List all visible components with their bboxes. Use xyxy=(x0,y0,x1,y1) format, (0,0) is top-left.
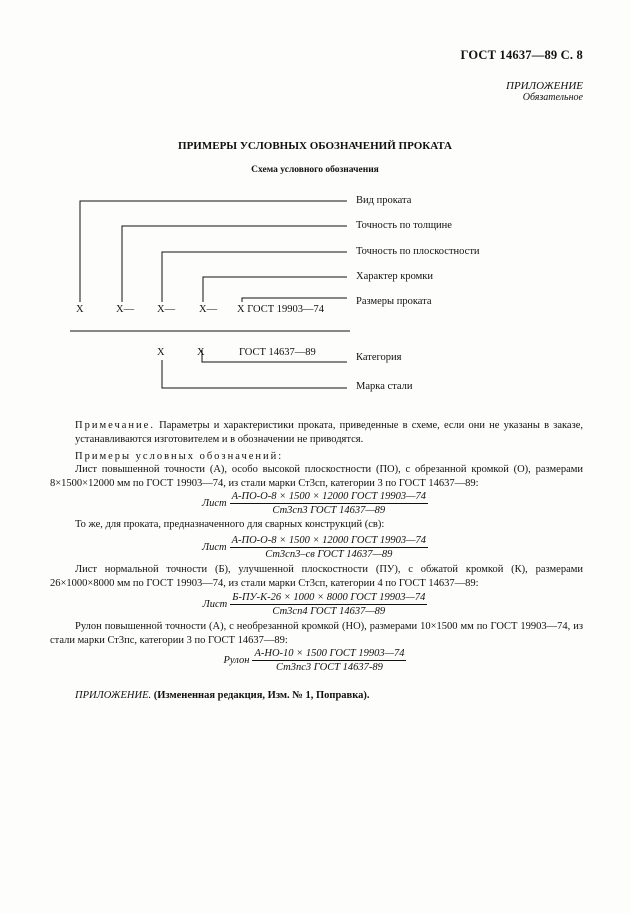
leader-marka xyxy=(162,360,347,388)
example-1-denominator: Ст3сп3 ГОСТ 14637—89 xyxy=(272,505,386,516)
scheme-row2-gost: ГОСТ 14637—89 xyxy=(239,347,316,358)
label-marka: Марка стали xyxy=(356,381,413,392)
example-1-prefix: Лист xyxy=(201,498,227,509)
appendix-status: Обязательное xyxy=(522,92,583,103)
example-2-prefix: Лист xyxy=(201,542,227,553)
label-vid: Вид проката xyxy=(356,195,412,206)
footer-label: ПРИЛОЖЕНИЕ. xyxy=(75,690,152,701)
example-4-numerator: А-НО-10 × 1500 ГОСТ 19903—74 xyxy=(254,648,405,659)
note-text: Параметры и характеристики проката, приведенные в схеме, если они не указаны в заказе, устанавливаются изготовителем и в обозначении не приводятся. xyxy=(75,420,584,445)
label-kategoria: Категория xyxy=(356,352,402,363)
appendix-title: ПРИЛОЖЕНИЕ xyxy=(506,80,583,92)
example-4-formula xyxy=(0,648,630,673)
note-paragraph xyxy=(75,419,583,446)
scheme-x1: X xyxy=(76,304,84,315)
label-plosk: Точность по плоскостности xyxy=(356,246,480,257)
label-kromka: Характер кромки xyxy=(356,271,434,282)
leader-tolsh xyxy=(122,226,347,302)
label-tolsh: Точность по толщине xyxy=(356,220,452,231)
example-3-numerator: Б-ПУ-К-26 × 1000 × 8000 ГОСТ 19903—74 xyxy=(232,592,426,603)
scheme-subtitle: Схема условного обозначения xyxy=(251,165,379,175)
example-1-text: Лист повышенной точности (А), особо высокой плоскостности (ПО), с обрезанной кромкой (О), размерами 8×1500×12000 мм по ГОСТ 19903—74, из стали марки Ст3сп, категории 3 по ГОСТ 14637—89: xyxy=(50,464,583,489)
example-4-prefix: Рулон xyxy=(223,655,250,666)
scheme-x5-gost: X ГОСТ 19903—74 xyxy=(237,304,325,315)
example-2-text: То же, для проката, предназначенного для сварных конструкций (св): xyxy=(75,519,385,530)
example-4-denominator: Ст3пс3 ГОСТ 14637-89 xyxy=(276,662,383,673)
example-3-text: Лист нормальной точности (Б), улучшенной плоскостности (ПУ), с обжатой кромкой (К), размерами 26×1000×8000 мм по ГОСТ 19903—74, из стали марки Ст3сп, категории 4 по ГОСТ 14637—89: xyxy=(50,564,583,589)
example-2-denominator: Ст3сп3–св ГОСТ 14637—89 xyxy=(265,549,393,560)
label-razmery: Размеры проката xyxy=(356,296,432,307)
example-3-formula xyxy=(0,592,630,617)
example-3-denominator: Ст3сп4 ГОСТ 14637—89 xyxy=(272,606,386,617)
scheme-row2-x1: X xyxy=(157,347,165,358)
scheme-row2-x2: X xyxy=(197,347,205,358)
note-label: Примечание. xyxy=(75,420,155,431)
example-2-formula xyxy=(0,535,630,560)
examples-heading: Примеры условных обозначений: xyxy=(75,451,284,462)
page-title: ПРИМЕРЫ УСЛОВНЫХ ОБОЗНАЧЕНИЙ ПРОКАТА xyxy=(178,140,452,152)
scheme-x3: X— xyxy=(157,304,176,315)
example-2-numerator: А-ПО-О-8 × 1500 × 12000 ГОСТ 19903—74 xyxy=(231,535,427,546)
footer-text: (Измененная редакция, Изм. № 1, Поправка). xyxy=(153,690,370,701)
scheme-x2: X— xyxy=(116,304,135,315)
footer-note xyxy=(75,690,369,701)
example-1-numerator: А-ПО-О-8 × 1500 × 12000 ГОСТ 19903—74 xyxy=(231,491,427,502)
example-3-prefix: Лист xyxy=(202,599,228,610)
scheme-x4: X— xyxy=(199,304,218,315)
example-1-formula xyxy=(0,491,630,516)
page-header: ГОСТ 14637—89 С. 8 xyxy=(460,48,583,62)
leader-razmery xyxy=(242,298,347,302)
example-4-text: Рулон повышенной точности (А), с необрезанной кромкой (НО), размерами 10×1500 мм по ГОСТ 19903—74, из стали марки Ст3пс, категории 3 по ГОСТ 14637—89: xyxy=(50,621,583,646)
